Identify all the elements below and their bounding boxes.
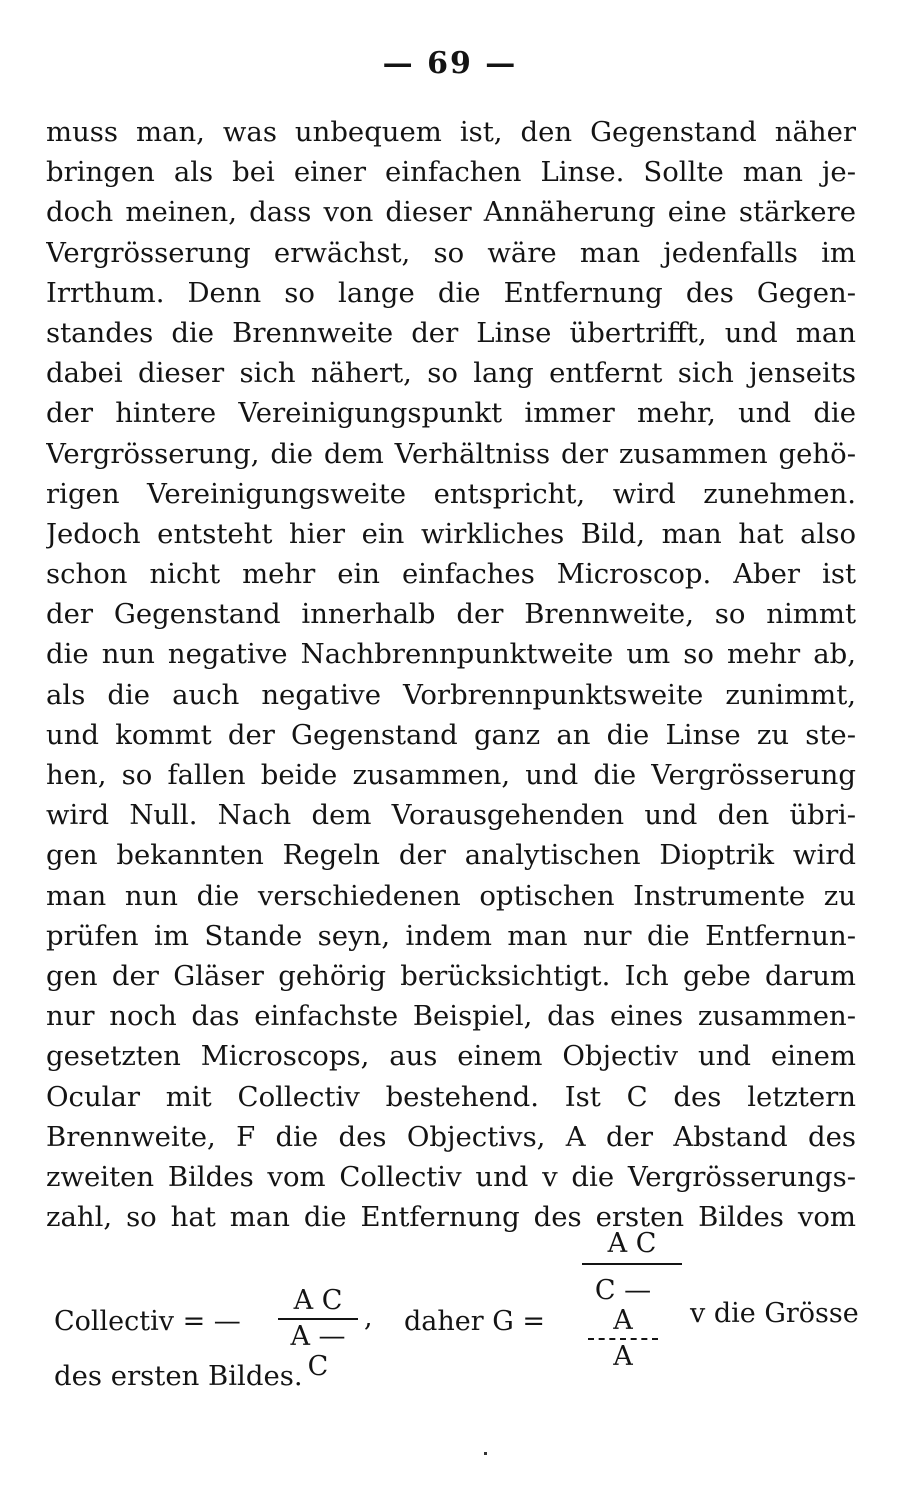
closing-line: des ersten Bildes. — [54, 1360, 303, 1392]
text-line: schon nicht mehr ein einfaches Microscop. Aber ist — [46, 558, 856, 591]
formula-outer-numerator-text: A C — [607, 1228, 657, 1259]
text-line: prüfen im Stande seyn, indem man nur die Entfernun- — [46, 919, 856, 952]
text-line: Vergrösserung, die dem Verhältniss der zusammen gehö- — [46, 437, 856, 470]
text-line: und kommt der Gegenstand ganz an die Linse zu ste- — [46, 718, 856, 751]
text-line: man nun die verschiedenen optischen Instrumente zu — [46, 879, 856, 912]
text-line: gesetzten Microscops, aus einem Objectiv und einem — [46, 1040, 856, 1073]
text-line: die nun negative Nachbrennpunktweite um so mehr ab, — [46, 638, 856, 671]
fraction-2-bar — [588, 1338, 658, 1340]
text-line: Brennweite, F die des Objectivs, A der Abstand des — [46, 1120, 856, 1153]
text-line: als die auch negative Vorbrennpunktsweite zunimmt, — [46, 678, 856, 711]
formula-outer-numerator — [582, 1228, 682, 1265]
formula-tail: v die Grösse — [690, 1298, 859, 1329]
text-line: hen, so fallen beide zusammen, und die Vergrösserung — [46, 759, 856, 791]
fraction-1-numerator: A C — [293, 1285, 343, 1316]
text-line: zahl, so hat man die Entfernung des ersten Bildes vom — [46, 1201, 856, 1234]
text-line: Jedoch entsteht hier ein wirkliches Bild, man hat also — [46, 517, 856, 550]
fraction-1-bar — [278, 1318, 358, 1320]
text-line: dabei dieser sich nähert, so lang entfernt sich jenseits — [46, 357, 856, 390]
text-line: bringen als bei einer einfachen Linse. Sollte man je- — [46, 156, 856, 189]
print-mark — [484, 1452, 487, 1455]
fraction-1-denominator: A — C — [290, 1321, 346, 1382]
formula-fraction-2 — [588, 1276, 658, 1372]
fraction-2-denominator: A — [613, 1341, 633, 1372]
formula-lead: Collectiv = — — [54, 1306, 241, 1337]
formula-outer-bar — [582, 1263, 682, 1265]
text-line: muss man, was unbequem ist, den Gegenstand näher — [46, 116, 856, 148]
text-line: wird Null. Nach dem Vorausgehenden und den übri- — [46, 799, 856, 832]
text-line: nur noch das einfachste Beispiel, das eines zusammen- — [46, 1000, 856, 1033]
text-line: standes die Brennweite der Linse übertrifft, und man — [46, 316, 856, 349]
text-line: Ocular mit Collectiv bestehend. Ist C des letztern — [46, 1080, 856, 1113]
text-line: der Gegenstand innerhalb der Brennweite, so nimmt — [46, 598, 856, 631]
text-line: gen der Gläser gehörig berücksichtigt. Ich gebe darum — [46, 959, 856, 992]
formula-mid: daher G = — [404, 1306, 546, 1337]
text-line: rigen Vereinigungsweite entspricht, wird zunehmen. — [46, 477, 856, 510]
text-line: zweiten Bildes vom Collectiv und v die Vergrösserungs- — [46, 1160, 856, 1193]
fraction-2-numerator: C — A — [594, 1275, 652, 1336]
text-line: gen bekannten Regeln der analytischen Dioptrik wird — [46, 839, 856, 872]
text-line: Vergrösserung erwächst, so wäre man jedenfalls im — [46, 236, 856, 269]
text-line: Irrthum. Denn so lange die Entfernung des Gegen- — [46, 276, 856, 309]
body-paragraph — [46, 112, 856, 1237]
formula-comma: , — [364, 1302, 373, 1333]
page-number: — 69 — — [382, 46, 518, 81]
text-line: der hintere Vereinigungspunkt immer mehr, und die — [46, 397, 856, 430]
text-line: doch meinen, dass von dieser Annäherung eine stärkere — [46, 196, 856, 229]
